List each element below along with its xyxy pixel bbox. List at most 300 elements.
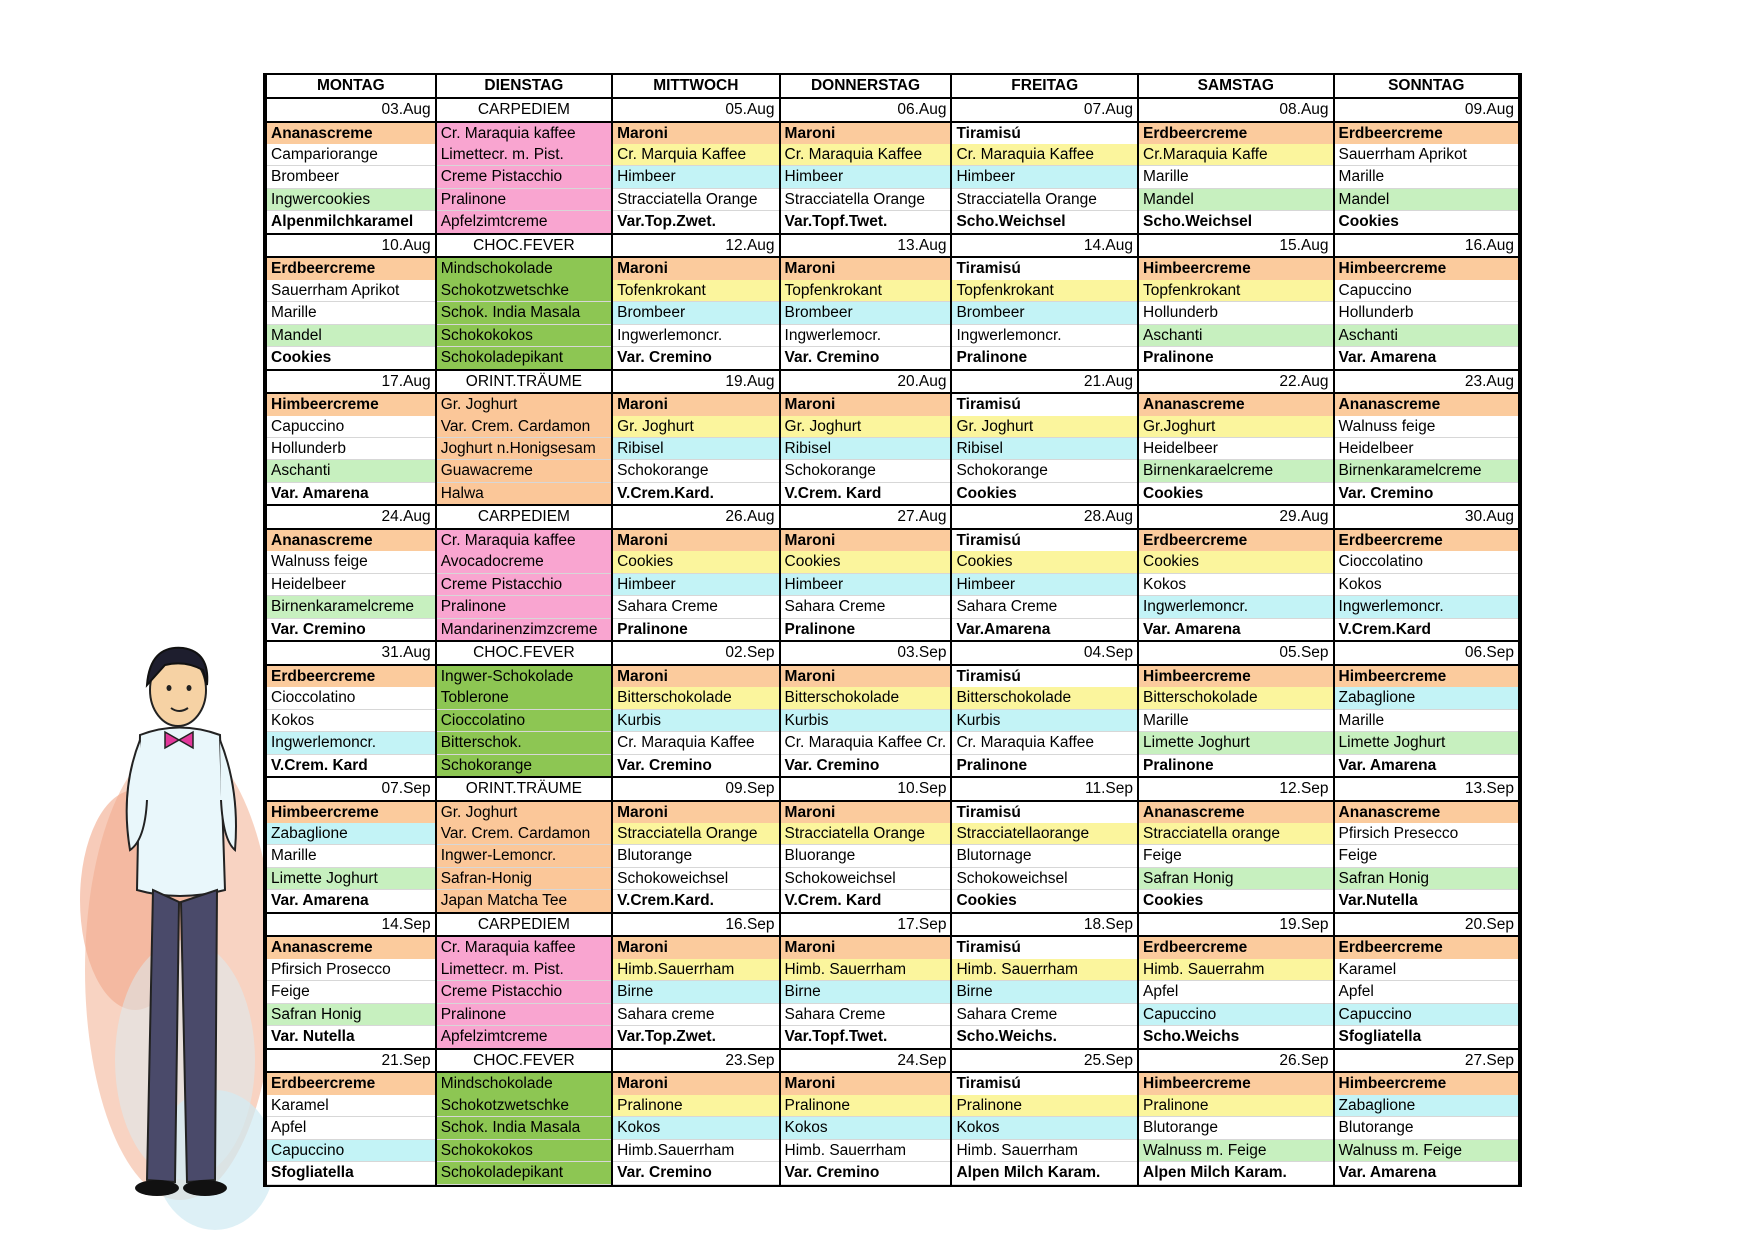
week-date-row: [266, 370, 1519, 394]
flavor-row: [266, 166, 1519, 188]
flavor-cell: Erdbeercreme: [266, 1072, 436, 1094]
date-label: 24.Sep: [780, 1049, 952, 1073]
flavor-cell: Blutorange: [1334, 1117, 1519, 1139]
flavor-cell: Pralinone: [612, 618, 779, 641]
date-label: 02.Sep: [612, 641, 779, 665]
flavor-cell: Zabaglione: [1334, 687, 1519, 709]
date-label: 23.Aug: [1334, 370, 1519, 394]
flavor-cell: Marille: [1138, 709, 1334, 731]
date-label: 11.Sep: [951, 777, 1138, 801]
flavor-cell: Zabaglione: [1334, 1095, 1519, 1117]
flavor-cell: Creme Pistacchio: [436, 573, 612, 595]
flavor-row: [266, 347, 1519, 370]
flavor-row: [266, 573, 1519, 595]
flavor-cell: Tiramisú: [951, 1072, 1138, 1094]
flavor-cell: Pralinone: [780, 618, 952, 641]
flavor-cell: Himbeercreme: [1138, 257, 1334, 279]
flavor-cell: Ingwerlemoncr.: [1138, 596, 1334, 618]
flavor-cell: Tiramisú: [951, 801, 1138, 823]
flavor-row: [266, 122, 1519, 144]
flavor-cell: Brombeer: [951, 302, 1138, 324]
flavor-cell: Schokoweichsel: [951, 867, 1138, 889]
flavor-cell: Stracciatella Orange: [780, 823, 952, 845]
date-label: 09.Sep: [612, 777, 779, 801]
flavor-cell: Walnuss m. Feige: [1334, 1139, 1519, 1161]
flavor-cell: Cr. Maraquia Kaffee: [951, 144, 1138, 166]
theme-label: CARPEDIEM: [436, 98, 612, 122]
flavor-cell: Sahara creme: [612, 1003, 779, 1025]
flavor-row: [266, 732, 1519, 754]
flavor-cell: Var. Amarena: [266, 482, 436, 505]
flavor-cell: Himb. Sauerrham: [780, 959, 952, 981]
flavor-cell: Ingwerlemocr.: [780, 324, 952, 346]
flavor-cell: Maroni: [612, 257, 779, 279]
flavor-cell: Feige: [266, 981, 436, 1003]
date-label: 13.Sep: [1334, 777, 1519, 801]
flavor-cell: Maroni: [612, 122, 779, 144]
flavor-cell: Mindschokolade: [436, 1072, 612, 1094]
flavor-cell: Tiramisú: [951, 393, 1138, 415]
date-label: 28.Aug: [951, 505, 1138, 529]
flavor-cell: Bitterschok.: [436, 732, 612, 754]
flavor-cell: Apfel: [1138, 981, 1334, 1003]
flavor-cell: Cr. Maraquia Kaffee: [612, 732, 779, 754]
flavor-row: [266, 867, 1519, 889]
flavor-cell: Maroni: [612, 529, 779, 551]
date-label: 09.Aug: [1334, 98, 1519, 122]
flavor-cell: Maroni: [780, 122, 952, 144]
flavor-cell: Cookies: [780, 551, 952, 573]
flavor-cell: Feige: [1334, 845, 1519, 867]
flavor-cell: Var. Amarena: [266, 890, 436, 913]
flavor-row: [266, 709, 1519, 731]
flavor-row: [266, 1117, 1519, 1139]
flavor-cell: Himb. Sauerrham: [951, 959, 1138, 981]
flavor-cell: Heidelbeer: [1334, 438, 1519, 460]
flavor-cell: Birne: [612, 981, 779, 1003]
flavor-cell: Tiramisú: [951, 936, 1138, 958]
flavor-cell: Scho.Weichsel: [951, 211, 1138, 234]
flavor-cell: Cookies: [951, 890, 1138, 913]
flavor-cell: Ribisel: [612, 438, 779, 460]
flavor-cell: Ingwerlemoncr.: [266, 732, 436, 754]
date-label: 31.Aug: [266, 641, 436, 665]
flavor-cell: Walnuss m. Feige: [1138, 1139, 1334, 1161]
flavor-cell: Var.Top.Zwet.: [612, 1026, 779, 1049]
flavor-cell: Himbeercreme: [1138, 665, 1334, 687]
flavor-cell: Sahara Creme: [951, 1003, 1138, 1025]
flavor-cell: Scho.Weichs: [1138, 1026, 1334, 1049]
flavor-cell: Brombeer: [266, 166, 436, 188]
flavor-cell: Cr. Maraquia Kaffee: [780, 144, 952, 166]
flavor-cell: Sahara Creme: [951, 596, 1138, 618]
flavor-cell: Safran-Honig: [436, 867, 612, 889]
date-label: 16.Aug: [1334, 234, 1519, 258]
flavor-cell: Mandel: [266, 324, 436, 346]
flavor-cell: Stracciatella Orange: [780, 188, 952, 210]
day-header-freitag: FREITAG: [951, 75, 1138, 98]
flavor-cell: Kurbis: [780, 709, 952, 731]
flavor-row: [266, 280, 1519, 302]
flavor-row: [266, 981, 1519, 1003]
flavor-cell: Maroni: [780, 257, 952, 279]
flavor-cell: Pralinone: [1138, 1095, 1334, 1117]
flavor-cell: Ananascreme: [1138, 801, 1334, 823]
flavor-cell: Cioccolatino: [266, 687, 436, 709]
date-label: 18.Sep: [951, 913, 1138, 937]
flavor-row: [266, 936, 1519, 958]
flavor-cell: Gr. Joghurt: [951, 416, 1138, 438]
date-label: 12.Aug: [612, 234, 779, 258]
flavor-row: [266, 324, 1519, 346]
flavor-cell: Himbeer: [612, 573, 779, 595]
flavor-cell: Creme Pistacchio: [436, 981, 612, 1003]
flavor-cell: Schokorange: [612, 460, 779, 482]
flavor-cell: Bluorange: [780, 845, 952, 867]
flavor-cell: Var. Cremino: [780, 1162, 952, 1185]
flavor-cell: Marille: [266, 845, 436, 867]
flavor-cell: Var. Nutella: [266, 1026, 436, 1049]
flavor-cell: Var. Cremino: [612, 1162, 779, 1185]
theme-label: ORINT.TRÄUME: [436, 777, 612, 801]
week-date-row: [266, 777, 1519, 801]
flavor-cell: Erdbeercreme: [1138, 122, 1334, 144]
week-date-row: [266, 98, 1519, 122]
flavor-cell: Hollunderb: [266, 438, 436, 460]
theme-label: CHOC.FEVER: [436, 234, 612, 258]
flavor-cell: Var.Topf.Twet.: [780, 1026, 952, 1049]
flavor-cell: Blutornage: [951, 845, 1138, 867]
date-label: 05.Aug: [612, 98, 779, 122]
flavor-cell: Himbeercreme: [266, 393, 436, 415]
flavor-cell: Birnenkaramelcreme: [1334, 460, 1519, 482]
flavor-row: [266, 438, 1519, 460]
flavor-cell: Schokoweichsel: [612, 867, 779, 889]
flavor-cell: Karamel: [266, 1095, 436, 1117]
week-date-row: [266, 505, 1519, 529]
flavor-cell: Maroni: [612, 665, 779, 687]
flavor-cell: Cr. Maraquia kaffee: [436, 529, 612, 551]
flavor-cell: Cioccolatino: [1334, 551, 1519, 573]
date-label: 12.Sep: [1138, 777, 1334, 801]
date-label: 26.Sep: [1138, 1049, 1334, 1073]
flavor-cell: Stracciatella Orange: [951, 188, 1138, 210]
flavor-cell: V.Crem. Kard: [266, 754, 436, 777]
flavor-cell: Limettecr. m. Pist.: [436, 959, 612, 981]
date-label: 23.Sep: [612, 1049, 779, 1073]
flavor-cell: Erdbeercreme: [1334, 529, 1519, 551]
date-label: 07.Sep: [266, 777, 436, 801]
flavor-cell: Limettecr. m. Pist.: [436, 144, 612, 166]
flavor-cell: Tiramisú: [951, 529, 1138, 551]
flavor-cell: Marille: [1334, 166, 1519, 188]
flavor-cell: Schokorange: [780, 460, 952, 482]
flavor-cell: Tiramisú: [951, 257, 1138, 279]
date-label: 03.Sep: [780, 641, 952, 665]
flavor-cell: Pralinone: [436, 188, 612, 210]
flavor-cell: Capuccino: [266, 416, 436, 438]
flavor-cell: Heidelbeer: [266, 573, 436, 595]
theme-label: CHOC.FEVER: [436, 1049, 612, 1073]
flavor-cell: Ananascreme: [1138, 393, 1334, 415]
flavor-row: [266, 1026, 1519, 1049]
flavor-cell: Capuccino: [1138, 1003, 1334, 1025]
flavor-cell: Birne: [780, 981, 952, 1003]
flavor-cell: Cr. Maraquia kaffee: [436, 122, 612, 144]
flavor-cell: Cookies: [1334, 211, 1519, 234]
flavor-cell: Walnuss feige: [1334, 416, 1519, 438]
flavor-cell: Schokokokos: [436, 1139, 612, 1161]
flavor-cell: Zabaglione: [266, 823, 436, 845]
flavor-cell: Maroni: [612, 393, 779, 415]
theme-label: CHOC.FEVER: [436, 641, 612, 665]
flavor-cell: Safran Honig: [1334, 867, 1519, 889]
flavor-cell: Erdbeercreme: [1334, 122, 1519, 144]
flavor-cell: Scho.Weichs.: [951, 1026, 1138, 1049]
flavor-cell: Gr. Joghurt: [436, 801, 612, 823]
flavor-cell: Bitterschokolade: [612, 687, 779, 709]
date-label: 24.Aug: [266, 505, 436, 529]
flavor-cell: Schokotzwetschke: [436, 1095, 612, 1117]
flavor-cell: Maroni: [612, 801, 779, 823]
flavor-cell: Var. Amarena: [1138, 618, 1334, 641]
flavor-cell: Pfirsich Prosecco: [266, 959, 436, 981]
day-header-samstag: SAMSTAG: [1138, 75, 1334, 98]
flavor-cell: Var. Amarena: [1334, 1162, 1519, 1185]
flavor-cell: Var. Cremino: [780, 347, 952, 370]
flavor-cell: Aschanti: [266, 460, 436, 482]
date-label: 14.Sep: [266, 913, 436, 937]
flavor-cell: Scho.Weichsel: [1138, 211, 1334, 234]
flavor-cell: Toblerone: [436, 687, 612, 709]
week-date-row: [266, 234, 1519, 258]
flavor-cell: Gr.Joghurt: [1138, 416, 1334, 438]
flavor-cell: Var.Nutella: [1334, 890, 1519, 913]
flavor-cell: Avocadocreme: [436, 551, 612, 573]
flavor-cell: Himb.Sauerrham: [612, 1139, 779, 1161]
flavor-row: [266, 302, 1519, 324]
flavor-cell: Schokorange: [951, 460, 1138, 482]
flavor-cell: Aschanti: [1138, 324, 1334, 346]
flavor-cell: Capuccino: [1334, 1003, 1519, 1025]
date-label: 20.Sep: [1334, 913, 1519, 937]
flavor-row: [266, 416, 1519, 438]
flavor-cell: Ananascreme: [1334, 393, 1519, 415]
flavor-cell: Campariorange: [266, 144, 436, 166]
date-label: 08.Aug: [1138, 98, 1334, 122]
flavor-cell: Apfelzimtcreme: [436, 211, 612, 234]
date-label: 06.Sep: [1334, 641, 1519, 665]
flavor-cell: Pralinone: [951, 1095, 1138, 1117]
date-label: 19.Sep: [1138, 913, 1334, 937]
flavor-cell: Maroni: [780, 665, 952, 687]
flavor-cell: Schokoladepikant: [436, 347, 612, 370]
flavor-cell: Cr. Maraquia kaffee: [436, 936, 612, 958]
flavor-cell: Stracciatella Orange: [612, 823, 779, 845]
date-label: 22.Aug: [1138, 370, 1334, 394]
date-label: 17.Sep: [780, 913, 952, 937]
flavor-cell: Bitterschokolade: [951, 687, 1138, 709]
flavor-cell: Marille: [266, 302, 436, 324]
date-label: 14.Aug: [951, 234, 1138, 258]
date-label: 27.Aug: [780, 505, 952, 529]
flavor-cell: Himbeer: [612, 166, 779, 188]
date-label: 26.Aug: [612, 505, 779, 529]
date-label: 05.Sep: [1138, 641, 1334, 665]
theme-label: CARPEDIEM: [436, 913, 612, 937]
flavor-cell: Ingwer-Lemoncr.: [436, 845, 612, 867]
flavor-cell: Cookies: [951, 551, 1138, 573]
flavor-row: [266, 144, 1519, 166]
flavor-cell: Hollunderb: [1138, 302, 1334, 324]
flavor-cell: Himbeercreme: [1334, 257, 1519, 279]
flavor-cell: Maroni: [612, 936, 779, 958]
flavor-cell: Karamel: [1334, 959, 1519, 981]
flavor-cell: Ribisel: [780, 438, 952, 460]
flavor-cell: Cookies: [266, 347, 436, 370]
flavor-row: [266, 211, 1519, 234]
flavor-cell: Ingwerlemoncr.: [951, 324, 1138, 346]
flavor-cell: Limette Joghurt: [1334, 732, 1519, 754]
flavor-row: [266, 890, 1519, 913]
flavor-cell: Pralinone: [436, 596, 612, 618]
flavor-cell: Schokoweichsel: [780, 867, 952, 889]
flavor-cell: Himbeercreme: [1138, 1072, 1334, 1094]
date-label: 25.Sep: [951, 1049, 1138, 1073]
flavor-cell: V.Crem. Kard: [780, 890, 952, 913]
flavor-cell: Maroni: [780, 801, 952, 823]
theme-label: ORINT.TRÄUME: [436, 370, 612, 394]
flavor-cell: Pralinone: [436, 1003, 612, 1025]
flavor-cell: Cookies: [1138, 482, 1334, 505]
flavor-cell: Var. Crem. Cardamon: [436, 416, 612, 438]
flavor-cell: Cr.Maraquia Kaffe: [1138, 144, 1334, 166]
flavor-cell: Bitterschokolade: [780, 687, 952, 709]
flavor-cell: Brombeer: [780, 302, 952, 324]
date-label: 21.Aug: [951, 370, 1138, 394]
flavor-cell: Var. Cremino: [612, 754, 779, 777]
flavor-cell: Sauerrham Aprikot: [1334, 144, 1519, 166]
flavor-cell: Sahara Creme: [612, 596, 779, 618]
flavor-cell: Sfogliatella: [266, 1162, 436, 1185]
flavor-cell: Stracciatella orange: [1138, 823, 1334, 845]
flavor-row: [266, 257, 1519, 279]
flavor-row: [266, 845, 1519, 867]
flavor-cell: Gr. Joghurt: [780, 416, 952, 438]
date-label: 27.Sep: [1334, 1049, 1519, 1073]
flavor-cell: Brombeer: [612, 302, 779, 324]
flavor-cell: Bitterschokolade: [1138, 687, 1334, 709]
flavor-row: [266, 551, 1519, 573]
ice-cream-schedule: [263, 73, 1522, 1187]
flavor-row: [266, 801, 1519, 823]
flavor-cell: Himb. Sauerrham: [780, 1139, 952, 1161]
flavor-cell: Stracciatellaorange: [951, 823, 1138, 845]
flavor-cell: Schokotzwetschke: [436, 280, 612, 302]
flavor-cell: Pralinone: [1138, 347, 1334, 370]
date-label: 13.Aug: [780, 234, 952, 258]
flavor-cell: Cookies: [951, 482, 1138, 505]
flavor-cell: Mandarinenzimzcreme: [436, 618, 612, 641]
flavor-cell: Maroni: [780, 936, 952, 958]
flavor-cell: Cr. Maraquia Kaffee: [951, 732, 1138, 754]
flavor-cell: Alpen Milch Karam.: [1138, 1162, 1334, 1185]
flavor-row: [266, 959, 1519, 981]
date-label: 29.Aug: [1138, 505, 1334, 529]
flavor-cell: Apfelzimtcreme: [436, 1026, 612, 1049]
flavor-row: [266, 1095, 1519, 1117]
flavor-cell: Erdbeercreme: [1138, 936, 1334, 958]
flavor-cell: Capuccino: [266, 1139, 436, 1161]
flavor-cell: Himbeer: [951, 166, 1138, 188]
flavor-cell: Maroni: [780, 529, 952, 551]
flavor-cell: Birnenkaramelcreme: [266, 596, 436, 618]
flavor-cell: V.Crem.Kard.: [612, 482, 779, 505]
flavor-cell: Maroni: [780, 393, 952, 415]
flavor-cell: Var.Topf.Twet.: [780, 211, 952, 234]
flavor-cell: V.Crem.Kard: [1334, 618, 1519, 641]
flavor-cell: Var. Amarena: [1334, 754, 1519, 777]
flavor-cell: Var. Cremino: [266, 618, 436, 641]
date-label: 03.Aug: [266, 98, 436, 122]
flavor-row: [266, 687, 1519, 709]
waiter-illustration: [75, 640, 275, 1240]
flavor-cell: Walnuss feige: [266, 551, 436, 573]
flavor-cell: Birnenkaraelcreme: [1138, 460, 1334, 482]
date-label: 06.Aug: [780, 98, 952, 122]
flavor-cell: Ananascreme: [266, 122, 436, 144]
flavor-cell: V.Crem.Kard.: [612, 890, 779, 913]
flavor-cell: Himbeercreme: [1334, 1072, 1519, 1094]
flavor-cell: Var. Amarena: [1334, 347, 1519, 370]
date-label: 21.Sep: [266, 1049, 436, 1073]
flavor-cell: Pralinone: [951, 347, 1138, 370]
date-label: 15.Aug: [1138, 234, 1334, 258]
flavor-cell: Gr. Joghurt: [436, 393, 612, 415]
flavor-cell: Heidelbeer: [1138, 438, 1334, 460]
flavor-cell: Himbeer: [780, 166, 952, 188]
date-label: 07.Aug: [951, 98, 1138, 122]
flavor-cell: Erdbeercreme: [266, 665, 436, 687]
flavor-cell: Kokos: [266, 709, 436, 731]
flavor-cell: Japan Matcha Tee: [436, 890, 612, 913]
flavor-cell: Sahara Creme: [780, 1003, 952, 1025]
flavor-cell: Pfirsich Presecco: [1334, 823, 1519, 845]
flavor-cell: Schokorange: [436, 754, 612, 777]
flavor-cell: Schok. India Masala: [436, 302, 612, 324]
week-date-row: [266, 641, 1519, 665]
flavor-cell: Feige: [1138, 845, 1334, 867]
flavor-cell: Pralinone: [612, 1095, 779, 1117]
flavor-cell: Var. Cremino: [780, 754, 952, 777]
day-header-mittwoch: MITTWOCH: [612, 75, 779, 98]
flavor-cell: Cr. Marquia Kaffee: [612, 144, 779, 166]
flavor-row: [266, 618, 1519, 641]
flavor-cell: Capuccino: [1334, 280, 1519, 302]
flavor-cell: Halwa: [436, 482, 612, 505]
flavor-cell: Safran Honig: [266, 1003, 436, 1025]
flavor-cell: Joghurt n.Honigsesam: [436, 438, 612, 460]
flavor-cell: Alpen Milch Karam.: [951, 1162, 1138, 1185]
flavor-cell: Var. Cremino: [1334, 482, 1519, 505]
flavor-row: [266, 754, 1519, 777]
flavor-cell: Var. Cremino: [612, 347, 779, 370]
flavor-cell: Aschanti: [1334, 324, 1519, 346]
flavor-row: [266, 1139, 1519, 1161]
flavor-cell: Gr. Joghurt: [612, 416, 779, 438]
flavor-cell: Schokoladepikant: [436, 1162, 612, 1185]
flavor-cell: Ingwerlemoncr.: [612, 324, 779, 346]
